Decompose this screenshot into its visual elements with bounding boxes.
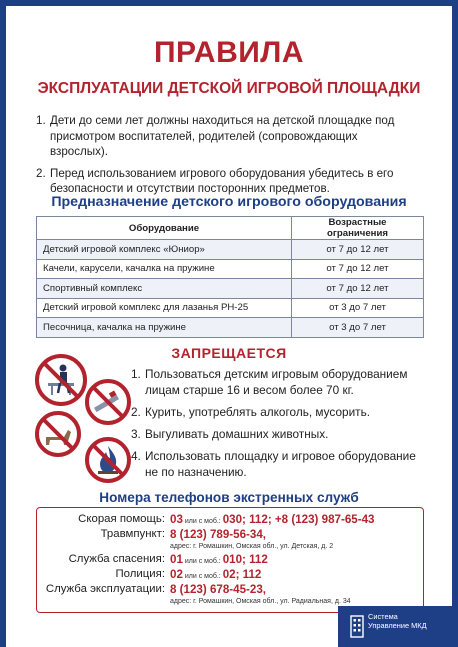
forbidden-item [131,448,431,480]
forbidden-item [131,404,431,420]
forbidden-list [131,366,431,486]
equipment-cell: Песочница, качалка на пружине [37,318,292,338]
phone-short: 02 [170,568,183,581]
phone-number: 8 (123) 789-56-34, [170,528,267,541]
brand-text [368,612,427,630]
forbidden-number: 1. [131,367,141,381]
phone-mobile: 030; 112; +8 (123) 987-65-43 [222,513,375,526]
rule-item [36,166,416,197]
age-cell: от 3 до 7 лет [292,298,424,318]
table-row [37,240,424,260]
building-icon [350,614,364,643]
mobile-note: или с моб.: [182,558,223,565]
rule-number: 1. [36,114,46,127]
emergency-title: Номера телефонов экстренных служб [99,490,359,505]
page-title: ПРАВИЛА [153,36,305,69]
forbidden-number: 3. [131,427,141,441]
column-header-age: Возрастные ограничения [292,217,424,240]
emergency-address: адрес: г. Ромашкин, Омская обл., ул. Радиальная, д. 34 [170,598,351,605]
table-row [37,318,424,338]
emergency-address: адрес: г. Ромашкин, Омская обл., ул. Детская, д. 2 [170,543,334,550]
forbidden-number: 4. [131,449,141,463]
no-fire-icon [84,436,132,489]
forbidden-text: Пользоваться детским игровым оборудованием лицам старше 16 и весом более 70 кг. [145,367,408,397]
emergency-row [37,513,165,527]
emergency-phones [170,568,261,581]
emergency-row [37,583,165,597]
phone-number: 8 (123) 678-45-23, [170,583,267,596]
emergency-label: Травмпункт: [100,528,165,540]
no-dogs-icon [34,410,82,463]
equipment-cell: Детский игровой комплекс для лазанья РН-25 [37,298,292,318]
emergency-phones [170,513,375,526]
phone-short: 03 [170,513,183,526]
emergency-label: Служба эксплуатации: [45,583,165,595]
equipment-cell: Детский игровой комплекс «Юниор» [37,240,292,260]
forbidden-title: ЗАПРЕЩАЕТСЯ [171,345,287,361]
brand-line-2: Управление МКД [368,621,427,630]
equipment-table [36,216,424,338]
phone-short: 01 [170,553,183,566]
table-row [37,259,424,279]
emergency-row [37,528,165,542]
page-subtitle: ЭКСПЛУАТАЦИИ ДЕТСКОЙ ИГРОВОЙ ПЛОЩАДКИ [37,80,421,97]
forbidden-number: 2. [131,405,141,419]
forbidden-text: Выгуливать домашних животных. [145,427,329,441]
brand-line-1: Система [368,612,398,621]
phone-mobile: 02; 112 [222,568,262,581]
no-smoking-icon [84,378,132,431]
phone-mobile: 010; 112 [222,553,268,566]
equipment-cell: Спортивный комплекс [37,279,292,299]
forbidden-text: Использовать площадку и игровое оборудование не по назначению. [145,449,416,479]
emergency-phones [170,553,268,566]
purpose-title: Предназначение детского игрового оборудования [51,194,407,210]
emergency-label: Полиция: [115,568,165,580]
table-row [37,279,424,299]
rule-item [36,113,416,160]
age-cell: от 7 до 12 лет [292,279,424,299]
rule-number: 2. [36,166,46,180]
emergency-phones [170,583,266,596]
no-adults-icon [34,353,88,412]
emergency-row [37,553,165,567]
mobile-note: или с моб.: [182,573,223,580]
emergency-label: Скорая помощь: [78,513,165,525]
equipment-cell: Качели, карусели, качалка на пружине [37,259,292,279]
brand-badge [338,606,452,647]
rule-text: Дети до семи лет должны находиться на детской площадке под присмотром воспитателей, родителей (сопровождающих взрослых). [50,114,395,158]
age-cell: от 7 до 12 лет [292,240,424,260]
table-row [37,298,424,318]
mobile-note: или с моб.: [182,518,223,525]
column-header-equipment: Оборудование [37,217,292,240]
rule-text: Перед использованием игрового оборудования убедитесь в его безопасности и отсутствии посторонних предметов. [50,166,394,195]
age-cell: от 3 до 7 лет [292,318,424,338]
forbidden-text: Курить, употреблять алкоголь, мусорить. [145,405,371,419]
age-cell: от 7 до 12 лет [292,259,424,279]
forbidden-item [131,426,431,442]
table-header-row [37,217,424,240]
emergency-box [36,507,424,613]
emergency-row [37,568,165,582]
forbidden-item [131,366,431,398]
rules-list [36,113,416,203]
emergency-phones [170,528,266,541]
poster-content [6,6,452,647]
emergency-label: Служба спасения: [68,553,165,565]
